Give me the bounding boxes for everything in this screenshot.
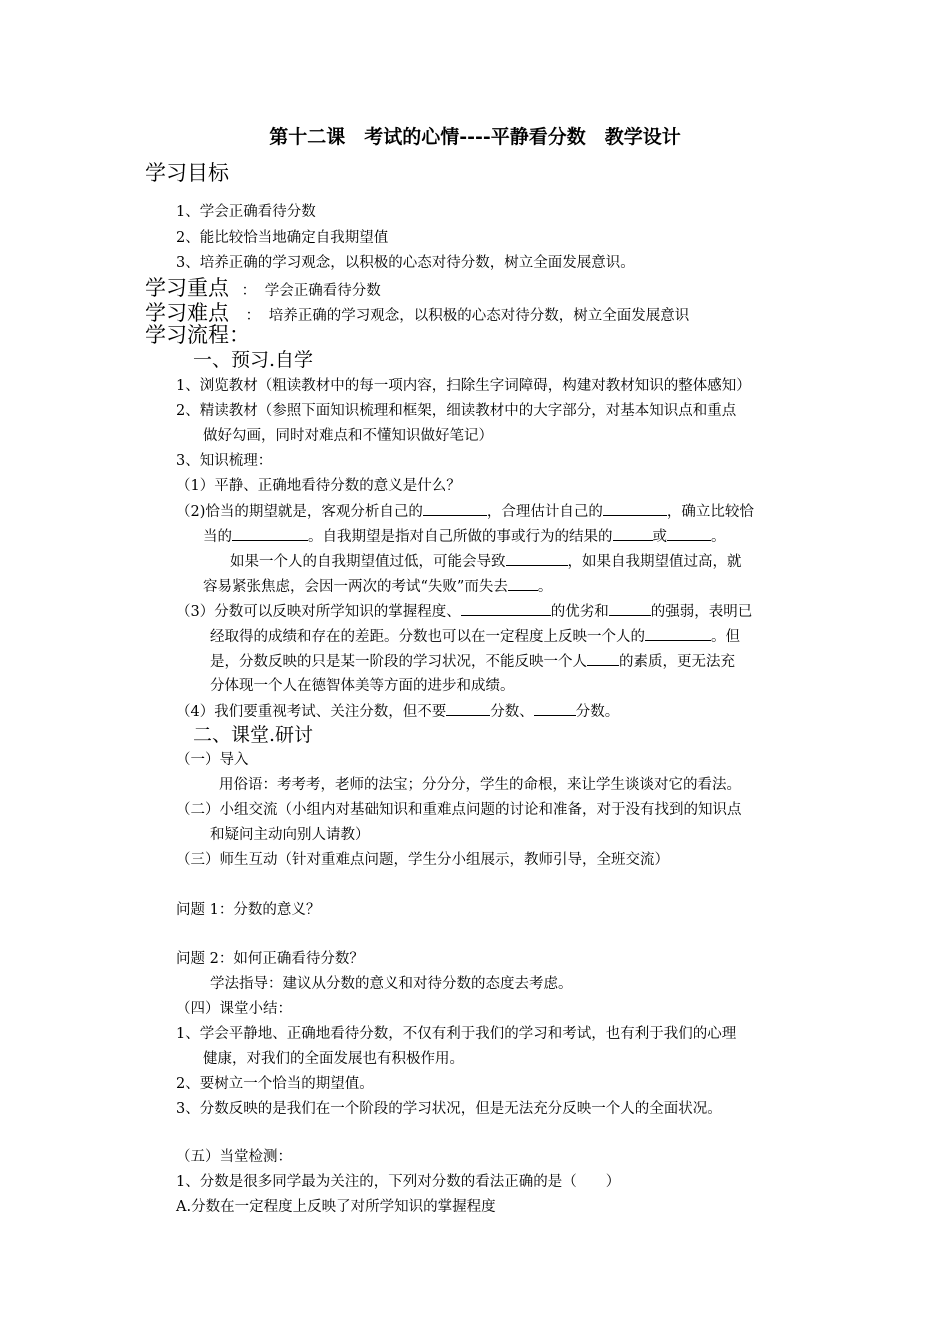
q3b-text-1: 经取得的成绩和存在的差距。分数也可以在一定程度上反映一个人的 [210,629,645,645]
part1-heading: 一、预习.自学 [193,349,314,371]
test-option-a: A.分数在一定程度上反映了对所学知识的掌握程度 [176,1199,496,1215]
focus-line [145,275,381,301]
q3c-text-2: 的素质，更无法充 [619,654,735,670]
question-3-line-c [210,651,735,672]
q2a-text-1: （2)恰当的期望就是，客观分析自己的 [176,504,423,520]
blank-q2-2 [603,501,667,516]
p1-line-1: 1、浏览教材（粗读教材中的每一项内容，扫除生字词障碍，构建对教材知识的整体感知） [176,378,751,394]
process-heading: 学习流程： [145,323,250,347]
question-2-line-d [203,576,552,597]
summary-1a: 1、学会平静地、正确地看待分数，不仅有利于我们的学习和考试，也有利于我们的心理 [176,1026,737,1042]
blank-q3-3 [645,626,711,641]
question-2-line-b [203,526,726,547]
question-1: （1）平静、正确地看待分数的意义是什么？ [176,478,461,494]
q2b-text-3: 或 [652,529,667,545]
question-2-line-a [176,501,754,522]
section-group-b: 和疑问主动向别人请教） [210,827,370,843]
q2a-text-2: ，合理估计自己的 [486,504,603,520]
summary-2: 2、要树立一个恰当的期望值。 [176,1076,374,1092]
q4-text-3: 分数。 [575,704,620,720]
difficulty-separator: ： [245,308,261,324]
part2-heading: 二、课堂.研讨 [193,724,314,746]
blank-q3-4 [587,651,619,666]
blank-q4-1 [446,701,490,716]
q2b-text-2: 。自我期望是指对自己所做的事或行为的结果的 [308,529,613,545]
q2b-text-4: 。 [711,529,726,545]
blank-q2-7 [508,576,538,591]
q2a-text-3: ，确立比较恰 [666,504,754,520]
problem-2: 问题 2：如何正确看待分数？ [176,951,364,967]
q3a-text-3: 的强弱，表明已 [650,604,753,620]
difficulty-text: 培养正确的学习观念，以积极的心态对待分数，树立全面发展意识 [268,308,690,324]
blank-q2-4 [613,526,653,541]
blank-q2-3 [232,526,308,541]
q2b-text-1: 当的 [203,529,232,545]
focus-text: 学会正确看待分数 [264,283,381,299]
p1-line-2a: 2、精读教材（参照下面知识梳理和框架，细读教材中的大字部分，对基本知识点和重点 [176,403,737,419]
blank-q4-2 [534,701,576,716]
section-intro: （一）导入 [176,752,249,768]
test-question-1: 1、分数是很多同学最为关注的，下列对分数的看法正确的是（ ） [176,1174,621,1190]
q3a-text-1: （3）分数可以反映对所学知识的掌握程度、 [176,604,461,620]
question-3-line-a [176,601,752,622]
p1-line-3: 3、知识梳理： [176,453,273,469]
q2c-text-1: 如果一个人的自我期望值过低，可能会导致 [230,554,506,570]
problem-2-guidance: 学法指导：建议从分数的意义和对待分数的态度去考虑。 [210,976,573,992]
q4-text-2: 分数、 [490,704,534,720]
q4-text-1: （4）我们要重视考试、关注分数，但不要 [176,704,447,720]
q2c-text-2: ，如果自我期望值过高，就 [567,554,742,570]
question-3-line-b [210,626,740,647]
q3b-text-2: 。但 [711,629,740,645]
q3c-text-1: 是，分数反映的只是某一阶段的学习状况，不能反映一个人 [210,654,587,670]
q2d-text-2: 。 [537,579,553,595]
problem-1: 问题 1：分数的意义？ [176,902,321,918]
section-test: （五）当堂检测： [176,1149,292,1165]
goal-item-2: 2、能比较恰当地确定自我期望值 [176,230,389,246]
focus-heading: 学习重点 [145,276,229,300]
goals-heading: 学习目标 [145,161,229,185]
question-4 [176,701,619,722]
blank-q2-1 [423,501,487,516]
difficulty-heading: 学习难点 [145,301,229,325]
summary-3: 3、分数反映的是我们在一个阶段的学习状况，但是无法充分反映一个人的全面状况。 [176,1101,722,1117]
document-title: 第十二课 考试的心情----平静看分数 教学设计 [269,126,681,148]
q3a-text-2: 的优劣和 [550,604,609,620]
blank-q2-6 [506,551,568,566]
question-3-line-d: 分体现一个人在德智体美等方面的进步和成绩。 [210,678,515,694]
summary-1b: 健康，对我们的全面发展也有积极作用。 [203,1051,464,1067]
blank-q3-1 [461,601,551,616]
q2d-text-1: 容易紧张焦虑，会因一两次的考试“失败”而失去 [203,579,508,595]
goal-item-3: 3、培养正确的学习观念，以积极的心态对待分数，树立全面发展意识。 [176,255,635,271]
blank-q2-5 [667,526,711,541]
p1-line-2b: 做好勾画，同时对难点和不懂知识做好笔记） [203,428,493,444]
section-summary: （四）课堂小结： [176,1001,292,1017]
focus-separator: ： [241,283,257,299]
blank-q3-2 [609,601,651,616]
section-intro-text: 用俗语：考考考，老师的法宝；分分分，学生的命根，来让学生谈谈对它的看法。 [219,777,741,793]
section-interaction: （三）师生互动（针对重难点问题，学生分小组展示，教师引导，全班交流） [176,852,669,868]
question-2-line-c [230,551,742,572]
goal-item-1: 1、学会正确看待分数 [176,204,316,220]
section-group-a: （二）小组交流（小组内对基础知识和重难点问题的讨论和准备，对于没有找到的知识点 [176,802,742,818]
